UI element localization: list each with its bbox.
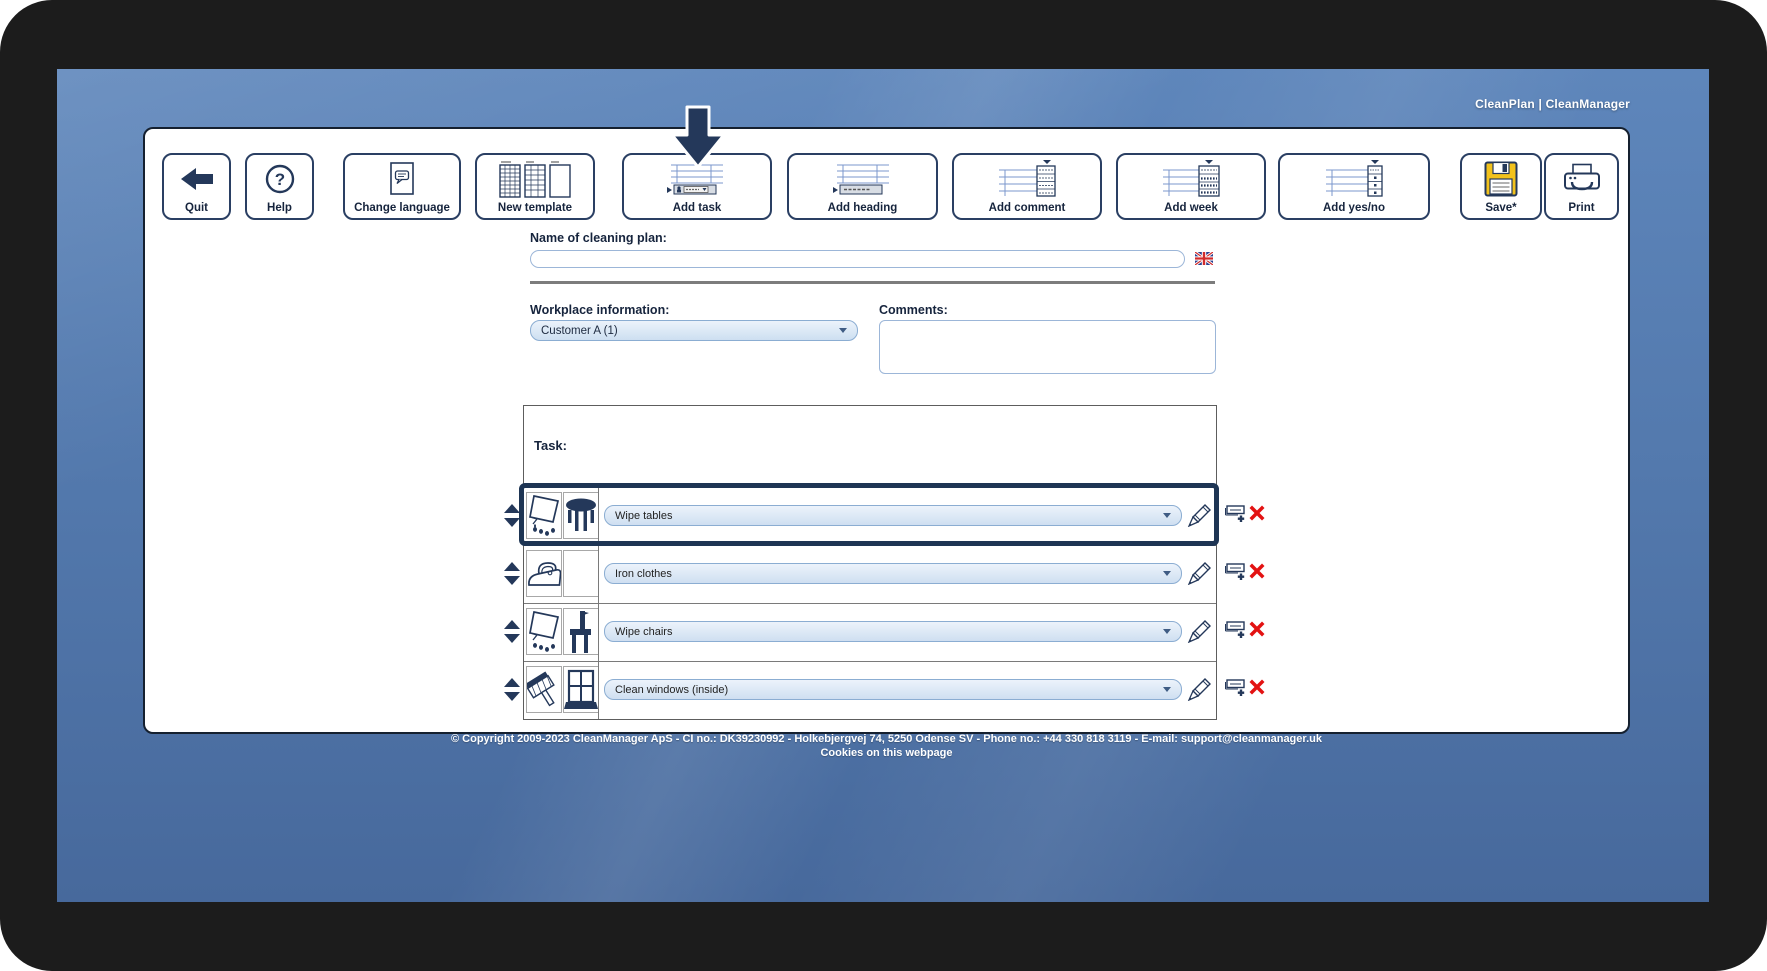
- svg-text:?: ?: [274, 169, 285, 189]
- uk-flag-icon[interactable]: [1195, 252, 1213, 265]
- row-divider: [524, 603, 1216, 604]
- new-template-button[interactable]: New template: [475, 153, 595, 220]
- task-select[interactable]: [604, 679, 1182, 700]
- wet-cloth-icon: [528, 495, 560, 537]
- task-row: [524, 545, 1216, 603]
- column-divider: [598, 487, 599, 545]
- cleaning-plan-name-input[interactable]: [530, 250, 1185, 268]
- comments-label: Comments:: [879, 303, 948, 317]
- chevron-down-icon: [1163, 571, 1171, 576]
- task-table: [523, 405, 1217, 720]
- chevron-down-icon: [1163, 687, 1171, 692]
- table-comment-column-icon: [954, 155, 1100, 202]
- task-icon-cell[interactable]: [526, 666, 562, 713]
- question-circle-icon: [247, 155, 312, 202]
- workplace-information-label: Workplace information:: [530, 303, 670, 317]
- add-week-button[interactable]: Add week: [1116, 153, 1266, 220]
- edit-pencil-icon[interactable]: [1187, 619, 1211, 643]
- add-comment-button[interactable]: Add comment: [952, 153, 1102, 220]
- workplace-select-value: Customer A (1): [541, 324, 618, 337]
- task-select-value: Wipe tables: [615, 509, 673, 522]
- add-task-button[interactable]: Add task: [622, 153, 772, 220]
- chevron-down-icon: [1163, 629, 1171, 634]
- table-heading-row-icon: [789, 155, 936, 202]
- task-select[interactable]: [604, 505, 1182, 526]
- task-icon-cell-empty[interactable]: [563, 550, 599, 597]
- sort-handle-icon[interactable]: [504, 504, 520, 532]
- floppy-disk-icon: [1462, 155, 1540, 202]
- add-yesno-button[interactable]: Add yes/no: [1278, 153, 1430, 220]
- edit-pencil-icon[interactable]: [1187, 561, 1211, 585]
- speech-page-icon: [345, 155, 459, 202]
- cleanplan-window: [143, 127, 1630, 734]
- cookies-link[interactable]: Cookies on this webpage: [820, 747, 953, 759]
- squeegee-icon: [527, 669, 561, 711]
- task-row: [524, 661, 1216, 719]
- save-button[interactable]: Save*: [1460, 153, 1542, 220]
- task-icon-cell[interactable]: [526, 550, 562, 597]
- desktop: [57, 69, 1709, 902]
- chevron-down-icon: [1163, 513, 1171, 518]
- edit-pencil-icon[interactable]: [1187, 503, 1211, 527]
- copyright-text: © Copyright 2009-2023 CleanManager ApS - CI no.: DK39230992 - Holkebjergvej 74, 5250 Odense SV - Phone no.: +44 330 818 3119 - E-mail: support@cleanmanager.uk: [451, 733, 1322, 745]
- task-icon-cell[interactable]: [563, 608, 599, 655]
- task-column-header: Task:: [534, 438, 567, 453]
- workplace-select[interactable]: [530, 320, 858, 341]
- window-icon: [564, 669, 598, 711]
- delete-icon[interactable]: [1247, 677, 1267, 697]
- chevron-down-icon: [839, 328, 847, 333]
- tutorial-pointer-arrow-icon: [669, 105, 727, 176]
- add-heading-button[interactable]: Add heading: [787, 153, 938, 220]
- sort-handle-icon[interactable]: [504, 620, 520, 648]
- add-comment-icon[interactable]: [1224, 503, 1248, 523]
- task-select-value: Iron clothes: [615, 567, 672, 580]
- edit-pencil-icon[interactable]: [1187, 677, 1211, 701]
- delete-icon[interactable]: [1247, 503, 1267, 523]
- quit-button[interactable]: Quit: [162, 153, 231, 220]
- task-select-value: Clean windows (inside): [615, 683, 729, 696]
- task-select[interactable]: [604, 563, 1182, 584]
- delete-icon[interactable]: [1247, 561, 1267, 581]
- task-row: [524, 487, 1216, 545]
- wet-cloth-icon: [528, 611, 560, 653]
- task-select-value: Wipe chairs: [615, 625, 673, 638]
- chair-icon: [567, 610, 595, 654]
- table-yesno-column-icon: [1280, 155, 1428, 202]
- column-divider: [598, 603, 599, 661]
- change-language-button[interactable]: Change language: [343, 153, 461, 220]
- task-row: [524, 603, 1216, 661]
- sort-handle-icon[interactable]: [504, 678, 520, 706]
- delete-icon[interactable]: [1247, 619, 1267, 639]
- task-icon-cell[interactable]: [563, 666, 599, 713]
- add-comment-icon[interactable]: [1224, 619, 1248, 639]
- section-divider: [530, 281, 1215, 284]
- app-title: CleanPlan | CleanManager: [1475, 97, 1630, 111]
- column-divider: [598, 545, 599, 603]
- task-select[interactable]: [604, 621, 1182, 642]
- arrow-left-icon: [164, 155, 229, 202]
- task-icon-cell[interactable]: [563, 492, 599, 539]
- row-divider: [524, 661, 1216, 662]
- iron-icon: [527, 559, 561, 589]
- cookies-link-row: [143, 747, 1630, 759]
- add-comment-icon[interactable]: [1224, 677, 1248, 697]
- templates-icon: [477, 155, 593, 202]
- print-button[interactable]: Print: [1544, 153, 1619, 220]
- table-week-column-icon: [1118, 155, 1264, 202]
- sort-handle-icon[interactable]: [504, 562, 520, 590]
- printer-icon: [1546, 155, 1617, 202]
- column-divider: [598, 661, 599, 719]
- help-button[interactable]: ? Help: [245, 153, 314, 220]
- comments-textarea[interactable]: [879, 320, 1216, 374]
- row-divider: [524, 545, 1216, 546]
- add-comment-icon[interactable]: [1224, 561, 1248, 581]
- table-icon: [565, 497, 597, 535]
- task-icon-cell[interactable]: [526, 608, 562, 655]
- task-icon-cell[interactable]: [526, 492, 562, 539]
- name-of-cleaning-plan-label: Name of cleaning plan:: [530, 231, 667, 245]
